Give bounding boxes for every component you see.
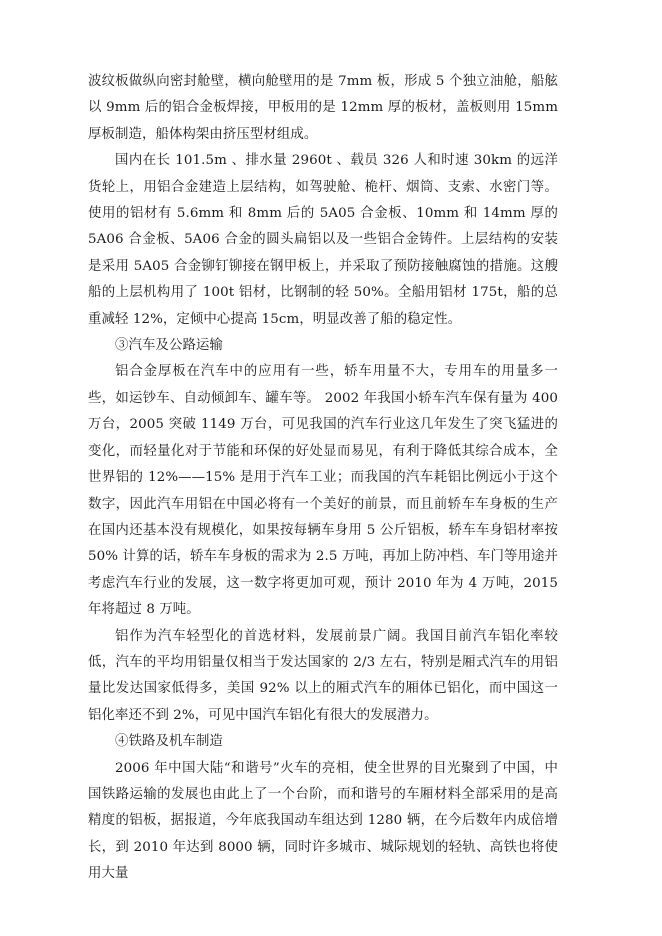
section-heading-automotive: ③汽车及公路运输 [115,338,223,354]
document-body [88,69,558,888]
paragraph-automotive-plate: 铝合金厚板在汽车中的应用有一些，轿车用量不大，专用车的用量多一些，如运钞车、自动倾卸车、罐车等。 2002 年我国小轿车汽车保有量为 400 万台，2005 突破 1149 万台，可见我国的汽车行业这几年发生了突飞猛进的变化，而轻量化对于节能和环保的好处显而易见，有利于降低其综合成本，全世界铝的 12%——15% 是用于汽车工业；而我国的汽车耗铝比例远小于这个数字，因此汽车用铝在中国必将有一个美好的前景，而且前轿车车身板的生产在国内还基本没有规模化，如果按每辆车身用 5 公斤铝板，轿车车身铝材率按 50% 计算的话，轿车车身板的需求为 2.5 万吨，再加上防冲档、车门等用途并考虑汽车行业的发展，这一数字将更加可观，预计 2010 年为 4 万吨，2015 年将超过 8 万吨。 [88,364,558,618]
paragraph-ship-bulkhead: 波纹板做纵向密封舱壁，横向舱壁用的是 7mm 板，形成 5 个独立油舱，船舷以 9mm 后的铝合金板焊接，甲板用的是 12mm 厚的板材，盖板则用 15mm 厚板制造，船体构架由挤压型材组成。 [88,74,558,142]
section-heading-railway: ④铁路及机车制造 [115,734,223,750]
paragraph-ocean-freighter: 国内在长 101.5m 、排水量 2960t 、载员 326 人和时速 30km 的远洋货轮上，用铝合金建造上层结构，如驾驶舱、桅杆、烟筒、支索、水密门等。使用的铝材有 5.6mm 和 8mm 后的 5A05 合金板、10mm 和 14mm 厚的 5A06 合金板、5A06 合金的圆头扁铝以及一些铝合金铸件。上层结构的安装是采用 5A05 合金铆钉铆接在钢甲板上，并采取了预防接触腐蚀的措施。这艘船的上层机构用了 100t 铝材，比钢制的轻 50%。全船用铝材 175t，船的总重减轻 12%，定倾中心提高 15cm，明显改善了船的稳定性。 [88,153,558,327]
paragraph-automotive-lightweight: 铝作为汽车轻型化的首选材料，发展前景广阔。我国目前汽车铝化率较低，汽车的平均用铝量仅相当于发达国家的 2/3 左右，特别是厢式汽车的用铝量比发达国家低得多，美国 92% 以上的厢式汽车的厢体已铝化，而中国这一铝化率还不到 2%，可见中国汽车铝化有很大的发展潜力。 [88,628,558,723]
paragraph-railway: 2006 年中国大陆“和谐号”火车的亮相，使全世界的目光聚到了中国，中国铁路运输的发展也由此上了一个台阶，而和谐号的车厢材料全部采用的是高精度的铝板，据报道，今年底我国动车组达到 1280 辆，在今后数年内成倍增长，到 2010 年达到 8000 辆，同时许多城市、城际规划的轻轨、高铁也将使用大量 [88,760,558,882]
